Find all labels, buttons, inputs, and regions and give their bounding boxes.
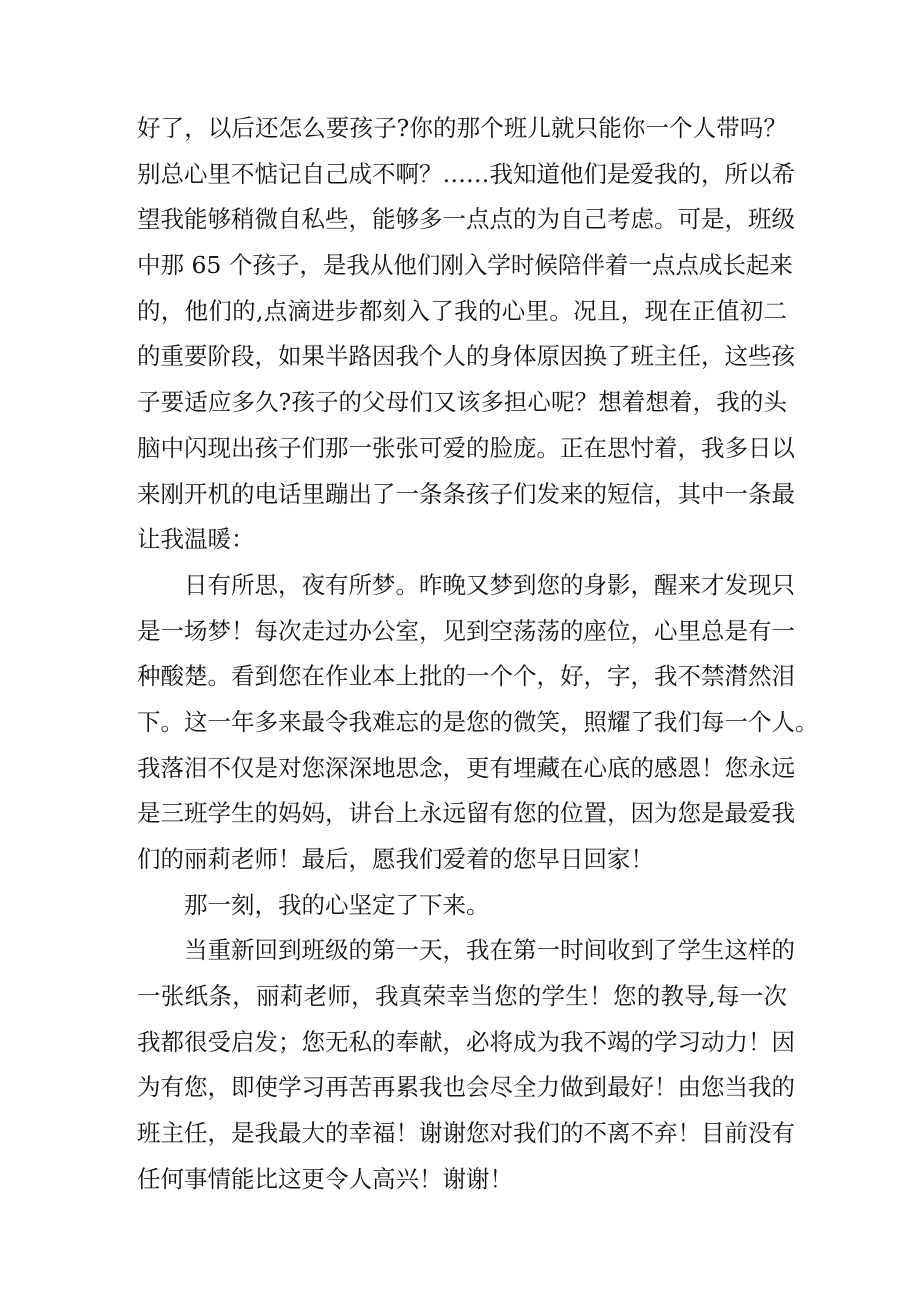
text-line: 中那 65 个孩子，是我从他们刚入学时候陪伴着一点点成长起来 bbox=[137, 251, 793, 280]
text-line: 们的丽莉老师！最后，愿我们爱着的您早日回家！ bbox=[137, 845, 654, 873]
text-line: 是三班学生的妈妈，讲台上永远留有您的位置，因为您是最爱我 bbox=[137, 799, 795, 828]
text-line: 望我能够稍微自私些，能够多一点点的为自己考虑。可是，班级 bbox=[137, 205, 795, 234]
text-line: 为有您，即使学习再苦再累我也会尽全力做到最好！由您当我的 bbox=[137, 1073, 795, 1102]
text-line: 日有所思，夜有所梦。昨晚又梦到您的身影，醒来才发现只 bbox=[184, 570, 795, 599]
text-line: 子要适应多久?孩子的父母们又该多担心呢？想着想着，我的头 bbox=[137, 388, 787, 417]
text-line: 任何事情能比这更令人高兴！谢谢！ bbox=[137, 1164, 513, 1193]
text-line: 那一刻，我的心坚定了下来。 bbox=[184, 890, 490, 919]
text-line: 班主任，是我最大的幸福！谢谢您对我们的不离不弃！目前没有 bbox=[137, 1119, 795, 1148]
text-line: 我落泪不仅是对您深深地思念，更有埋藏在心底的感恩！您永远 bbox=[137, 753, 795, 782]
paragraph-3 bbox=[137, 883, 787, 929]
text-line: 是一场梦！每次走过办公室，见到空荡荡的座位，心里总是有一 bbox=[137, 616, 795, 645]
text-line: 我都很受启发；您无私的奉献，必将成为我不竭的学习动力！因 bbox=[137, 1027, 795, 1056]
text-line: 来刚开机的电话里蹦出了一条条孩子们发来的短信，其中一条最 bbox=[137, 479, 795, 508]
text-line: 种酸楚。看到您在作业本上批的一个个，好，字，我不禁潸然泪 bbox=[137, 662, 795, 691]
paragraph-4 bbox=[137, 928, 795, 1202]
text-line: 脑中闪现出孩子们那一张张可爱的脸庞。正在思忖着，我多日以 bbox=[137, 433, 795, 462]
text-line: 的重要阶段，如果半路因我个人的身体原因换了班主任，这些孩 bbox=[137, 342, 795, 371]
text-line: 好了，以后还怎么要孩子?你的那个班儿就只能你一个人带吗？ bbox=[137, 114, 787, 142]
text-line: 下。这一年多来最令我难忘的是您的微笑，照耀了我们每一个人。 bbox=[137, 707, 819, 736]
text-line: 一张纸条，丽莉老师，我真荣幸当您的学生！您的教导,每一次 bbox=[137, 982, 787, 1011]
paragraph-1 bbox=[137, 106, 795, 563]
text-line: 别总心里不惦记自己成不啊？……我知道他们是爱我的，所以希 bbox=[137, 159, 795, 188]
paragraph-2 bbox=[137, 563, 819, 883]
text-line: 的，他们的,点滴进步都刻入了我的心里。况且，现在正值初二 bbox=[137, 296, 787, 325]
text-line: 当重新回到班级的第一天，我在第一时间收到了学生这样的 bbox=[184, 936, 795, 965]
text-line: 让我温暖： bbox=[137, 525, 255, 554]
body-text bbox=[137, 106, 819, 1203]
